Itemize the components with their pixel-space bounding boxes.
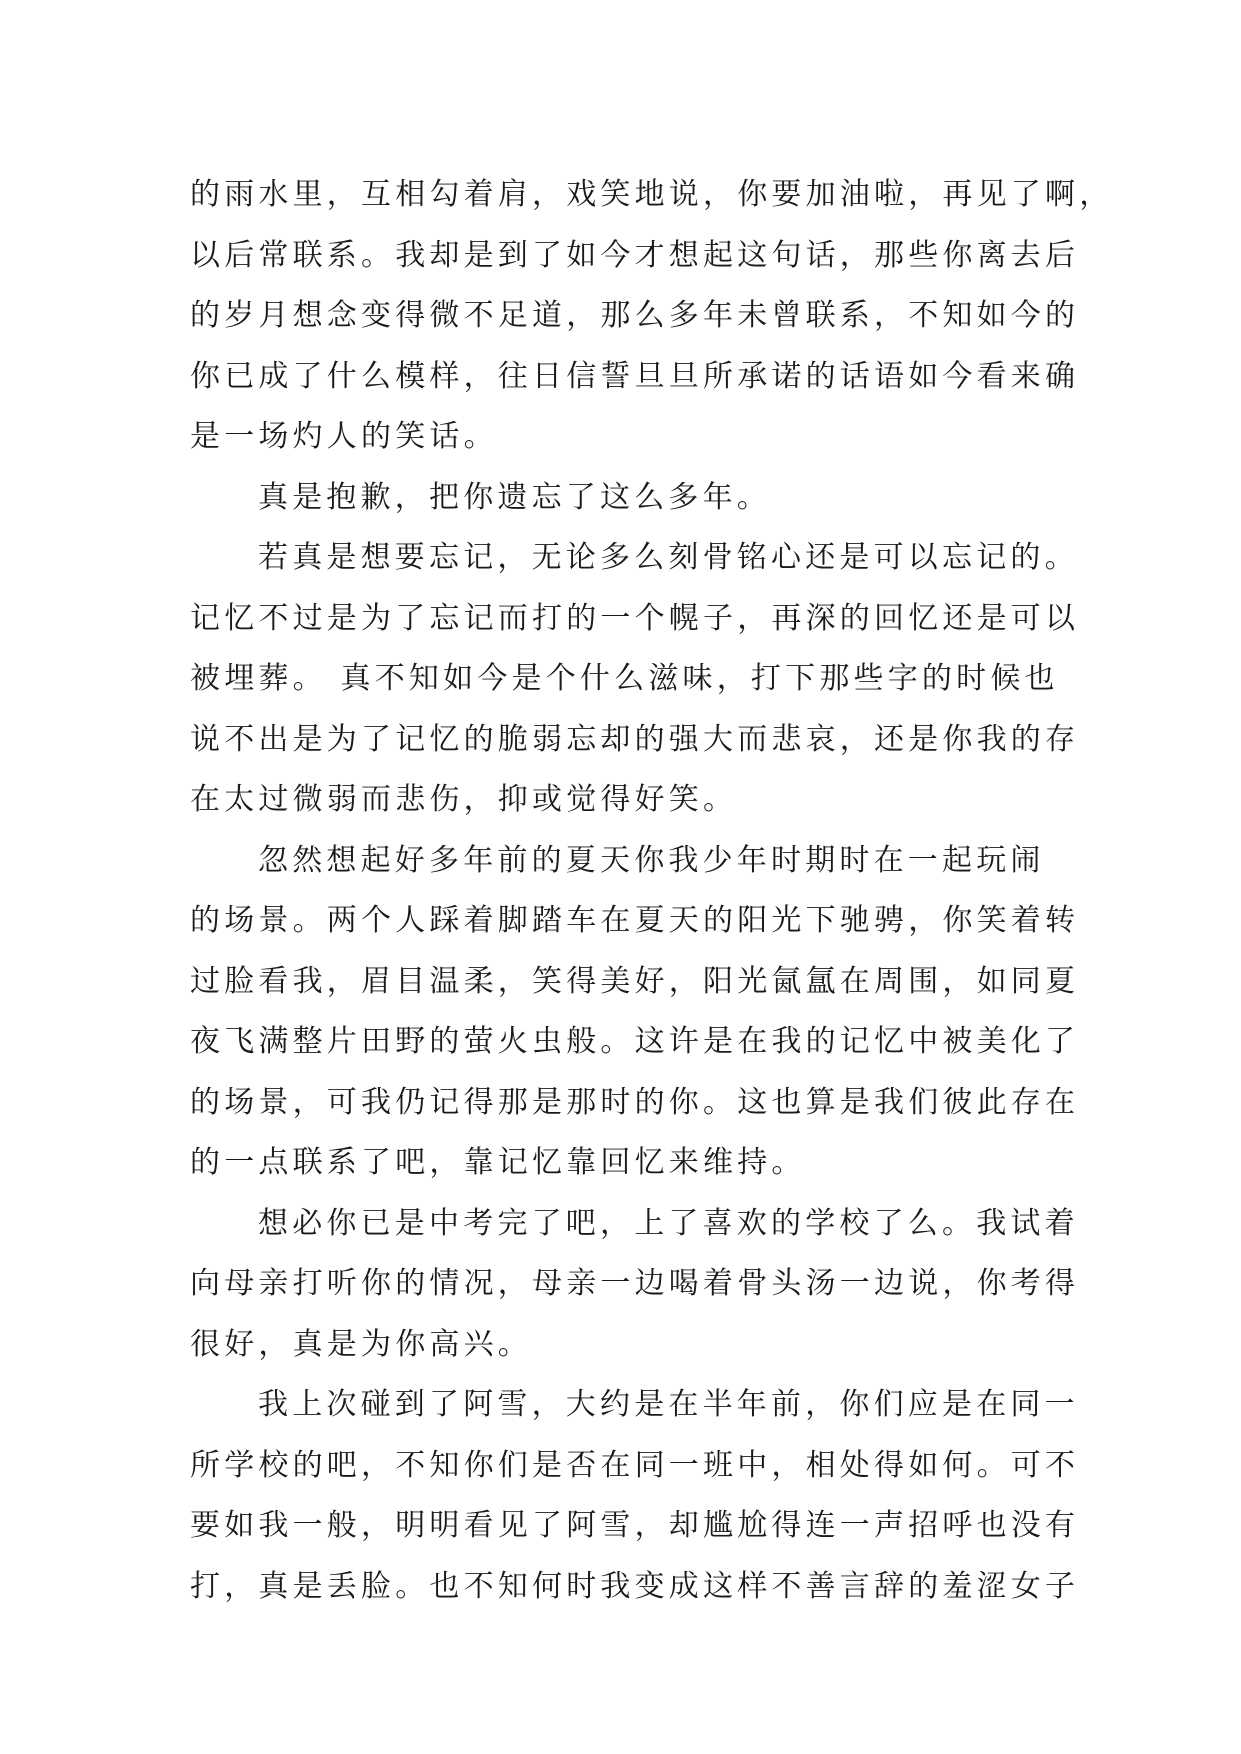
text-line: 的场景，可我仍记得那是那时的你。这也算是我们彼此存在 bbox=[190, 1084, 1080, 1120]
text-line: 你已成了什么模样，往日信誓旦旦所承诺的话语如今看来确 bbox=[190, 358, 1080, 394]
text-line: 被埋葬。 真不知如今是个什么滋味，打下那些字的时候也 bbox=[190, 661, 1059, 696]
text-line: 的岁月想念变得微不足道，那么多年未曾联系，不知如今的 bbox=[190, 298, 1080, 333]
body-text bbox=[190, 165, 1114, 1617]
text-line: 是一场灼人的笑话。 bbox=[190, 419, 498, 454]
text-line: 的雨水里，互相勾着肩，戏笑地说，你要加油啦，再见了啊， bbox=[190, 177, 1114, 212]
paragraph-first-line: 若真是想要忘记，无论多么刻骨铭心还是可以忘记的。 bbox=[258, 540, 1079, 575]
text-line: 在太过微弱而悲伤，抑或觉得好笑。 bbox=[190, 782, 738, 817]
text-line: 以后常联系。我却是到了如今才想起这句话，那些你离去后 bbox=[190, 237, 1080, 273]
paragraph-first-line: 忽然想起好多年前的夏天你我少年时期时在一起玩闹 bbox=[258, 842, 1045, 878]
text-line: 过脸看我，眉目温柔，笑得美好，阳光氤氲在周围，如同夏 bbox=[190, 963, 1080, 999]
text-line: 的场景。两个人踩着脚踏车在夏天的阳光下驰骋，你笑着转 bbox=[190, 903, 1080, 938]
text-line: 打，真是丢脸。也不知何时我变成这样不善言辞的羞涩女子 bbox=[190, 1568, 1080, 1604]
text-line: 记忆不过是为了忘记而打的一个幌子，再深的回忆还是可以 bbox=[190, 600, 1080, 636]
text-line: 夜飞满整片田野的萤火虫般。这许是在我的记忆中被美化了 bbox=[190, 1024, 1080, 1059]
paragraph-first-line: 真是抱歉，把你遗忘了这么多年。 bbox=[258, 479, 771, 515]
text-line: 向母亲打听你的情况，母亲一边喝着骨头汤一边说，你考得 bbox=[190, 1266, 1080, 1301]
text-line: 的一点联系了吧，靠记忆靠回忆来维持。 bbox=[190, 1145, 806, 1180]
text-line: 要如我一般，明明看见了阿雪，却尴尬得连一声招呼也没有 bbox=[190, 1508, 1080, 1543]
paragraph-first-line: 想必你已是中考完了吧，上了喜欢的学校了么。我试着 bbox=[258, 1205, 1079, 1241]
text-line: 说不出是为了记忆的脆弱忘却的强大而悲哀，还是你我的存 bbox=[190, 721, 1080, 757]
paragraph-first-line: 我上次碰到了阿雪，大约是在半年前，你们应是在同一 bbox=[258, 1387, 1079, 1422]
text-line: 所学校的吧，不知你们是否在同一班中，相处得如何。可不 bbox=[190, 1447, 1080, 1483]
text-line: 很好，真是为你高兴。 bbox=[190, 1326, 532, 1362]
